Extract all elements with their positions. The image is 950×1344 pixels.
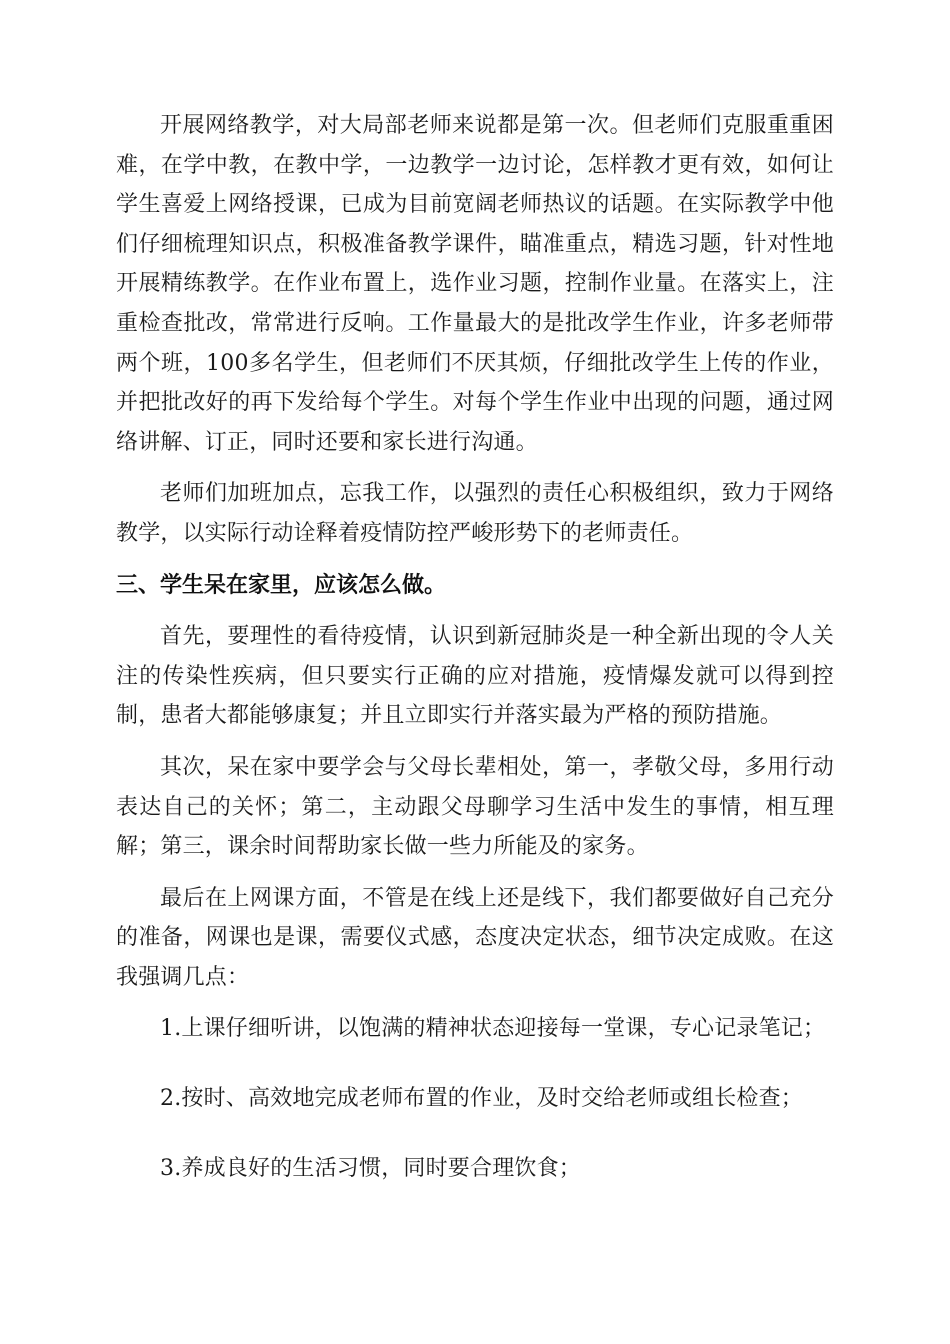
document-body <box>116 106 834 1218</box>
list-item: 3.养成良好的生活习惯，同时要合理饮食； <box>160 1155 581 1181</box>
paragraph-second: 其次，呆在家中要学会与父母长辈相处，第一，孝敬父母，多用行动表达自己的关怀；第二，主动跟父母聊学习生活中发生的事情，相互理解；第三，课余时间帮助家长做一些力所能及的家务。 <box>116 754 834 860</box>
paragraph-online-teaching: 开展网络教学，对大局部老师来说都是第一次。但老师们克服重重困难，在学中教，在教中学，一边教学一边讨论，怎样教才更有效，如何让学生喜爱上网络授课，已成为目前宽阔老师热议的话题。在实际教学中他们仔细梳理知识点，积极准备教学课件，瞄准重点，精选习题，针对性地开展精练教学。在作业布置上，选作业习题，控制作业量。在落实上，注重检查批改，常常进行反响。工作量最大的是批改学生作业，许多老师带两个班，100多名学生，但老师们不厌其烦，仔细批改学生上传的作业，并把批改好的再下发给每个学生。对每个学生作业中出现的问题，通过网络讲解、订正，同时还要和家长进行沟通。 <box>116 113 834 455</box>
paragraph-teacher-responsibility: 老师们加班加点，忘我工作，以强烈的责任心积极组织，致力于网络教学，以实际行动诠释着疫情防控严峻形势下的老师责任。 <box>116 481 834 546</box>
list-item: 1.上课仔细听讲，以饱满的精神状态迎接每一堂课，专心记录笔记； <box>160 1016 826 1042</box>
paragraph-last: 最后在上网课方面，不管是在线上还是线下，我们都要做好自己充分的准备，网课也是课，需要仪式感，态度决定状态，细节决定成败。在这我强调几点： <box>116 885 834 990</box>
section-heading: 三、学生呆在家里，应该怎么做。 <box>116 572 447 598</box>
paragraph-first: 首先，要理性的看待疫情，认识到新冠肺炎是一种全新出现的令人关注的传染性疾病，但只要实行正确的应对措施，疫情爆发就可以得到控制，患者大都能够康复；并且立即实行并落实最为严格的预防措施。 <box>116 624 834 729</box>
list-item: 2.按时、高效地完成老师布置的作业，及时交给老师或组长检查； <box>160 1086 803 1112</box>
